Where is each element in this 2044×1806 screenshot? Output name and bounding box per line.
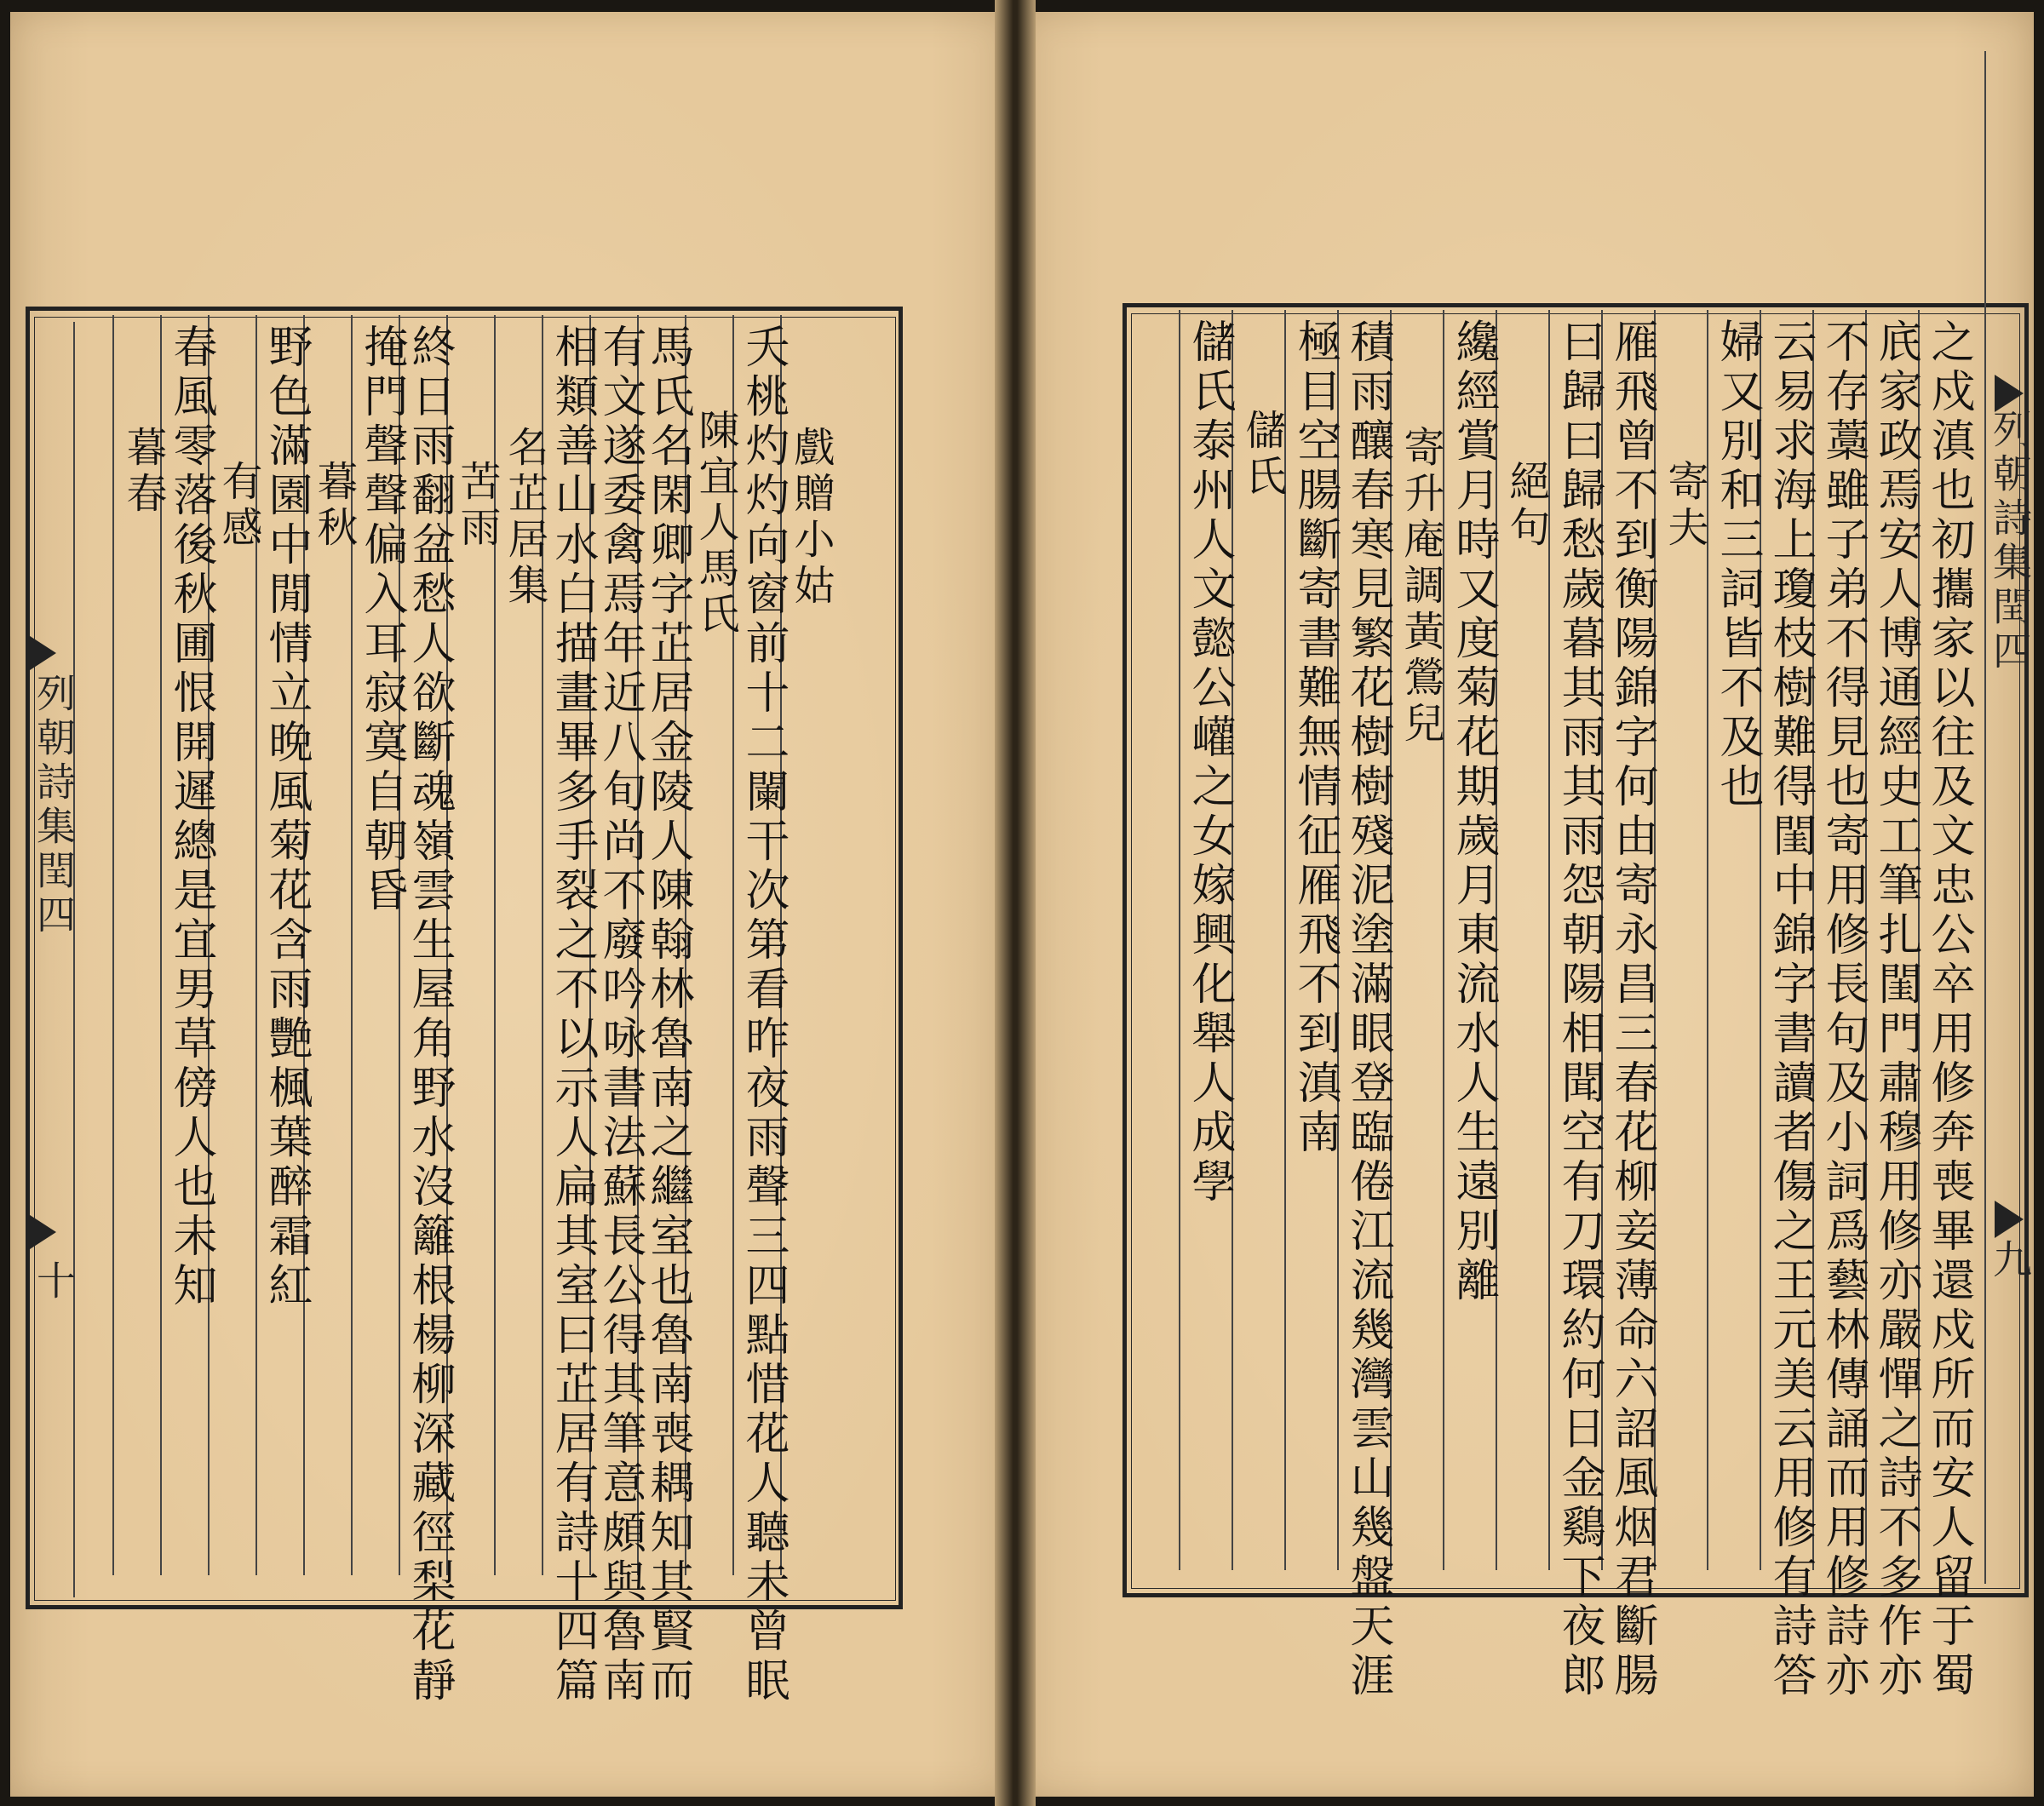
text-column: 儲氏 (1238, 409, 1286, 501)
text-column: 戲贈小姑 (787, 426, 835, 610)
left-banxin-rule (73, 322, 75, 1597)
right-fishtail-top (1995, 375, 2024, 412)
text-column: 極目空腸斷寄書難無情征雁飛不到滇南 (1289, 318, 1341, 1158)
text-column: 㡳家政焉安人博通經史工筆扎閨門肅穆用修亦嚴憚之詩不多作亦 (1870, 318, 1921, 1701)
left-fishtail-bottom (27, 1213, 56, 1251)
left-folio-number: 十 (31, 1260, 77, 1304)
text-column: 有文遂委禽焉年近八旬尚不廢吟咏書法蘇長公得其筆意頗與魯南 (594, 324, 646, 1706)
text-column: 之戍滇也初攜家以往及文忠公卒用修奔喪畢還戍所而安人留于蜀 (1923, 318, 1974, 1701)
text-column: 纔經賞月時又度菊花期歲月東流水人生遠別離 (1448, 318, 1499, 1306)
text-column: 暮春 (119, 426, 167, 518)
text-column: 儲氏泰州人文懿公巏之女嫁興化舉人成學 (1184, 318, 1235, 1207)
text-column: 苦雨 (453, 460, 501, 552)
text-column: 暮秋 (310, 460, 358, 552)
text-column: 相類善山水白描畫畢多手裂之不以示人扁其室曰芷居有詩十四篇 (547, 324, 598, 1706)
right-banxin-rule (1984, 51, 1986, 1584)
text-column: 終日雨翻盆愁人欲斷魂嶺雲生屋角野水沒籬根楊柳深藏徑梨花靜 (404, 324, 455, 1706)
text-column: 云易求海上瓊枝樹難得閨中錦字書讀者傷之王元美云用修有詩答 (1765, 318, 1816, 1701)
right-folio-number: 九 (1987, 1239, 2033, 1283)
right-fishtail-bottom (1995, 1201, 2024, 1238)
text-column: 絕句 (1502, 460, 1550, 552)
text-column: 寄升庵調黃鶯兒 (1397, 426, 1444, 748)
text-column: 雁飛曾不到衡陽錦字何由寄永昌三春花柳妾薄命六詔風烟君斷腸 (1606, 318, 1657, 1701)
text-column: 寄夫 (1661, 460, 1708, 552)
text-column: 名芷居集 (501, 426, 548, 610)
text-column: 夭桃灼灼向窗前十二闌干次第看昨夜雨聲三四點惜花人聽未曾眠 (738, 324, 789, 1706)
text-column: 婦又別和三詞皆不及也 (1712, 318, 1763, 812)
text-column: 曰歸曰歸愁歲暮其雨其雨怨朝陽相聞空有刀環約何日金鷄下夜郎 (1553, 318, 1605, 1701)
text-column: 春風零落後秋圃恨開遲總是宜男草傍人也未知 (165, 324, 216, 1311)
text-column: 野色滿園中閒情立晚風菊花含雨艷楓葉醉霜紅 (261, 324, 312, 1311)
text-column: 馬氏名閑卿字芷居金陵人陳翰林魯南之繼室也魯南喪耦知其賢而 (642, 324, 693, 1706)
right-banxin-title: 列朝詩集閏四 (1987, 409, 2033, 674)
left-banxin-title: 列朝詩集閏四 (31, 673, 77, 938)
text-column: 積雨釀春寒見繁花樹樹殘泥塗滿眼登臨倦江流幾灣雲山幾盤天涯 (1342, 318, 1393, 1701)
text-column: 陳宜人馬氏 (692, 409, 739, 639)
column-rule (112, 315, 114, 1575)
left-fishtail-top (27, 634, 56, 672)
book-gutter (995, 0, 1036, 1806)
text-column: 掩門聲聲偏入耳寂寞自朝昏 (356, 324, 407, 916)
text-column: 不存藁雖子弟不得見也寄用修長句及小詞爲藝林傳誦而用修詩亦 (1817, 318, 1869, 1701)
text-column: 有感 (215, 460, 262, 552)
column-rule (1179, 310, 1180, 1570)
